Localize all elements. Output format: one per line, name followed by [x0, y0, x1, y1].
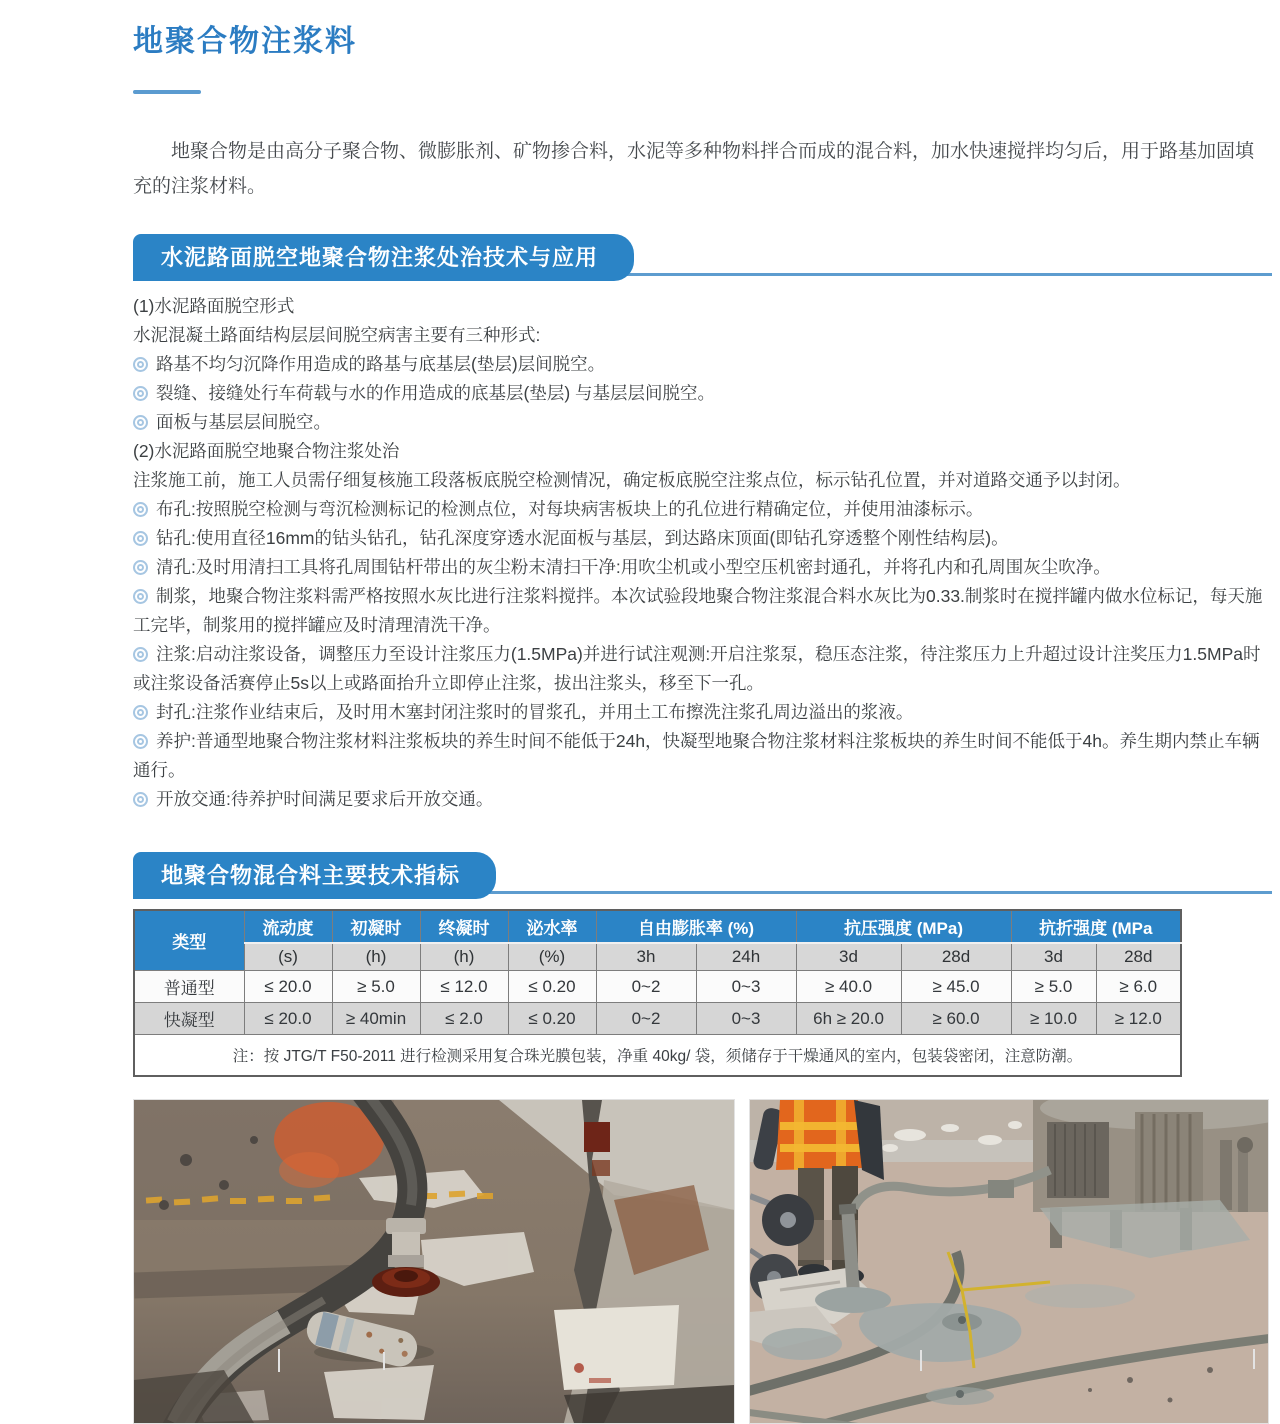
paragraph-text: 注浆:启动注浆设备，调整压力至设计注浆压力(1.5MPa)并进行试注观测:开启注浆泵，稳压态注浆，待注浆压力上升超过设计注奖压力1.5MPa时或注浆设备活赛停止5s以上或路面抬升立即停止注浆，拔出注浆头，移至下一孔。	[133, 644, 1261, 693]
table-cell: ≥ 6.0	[1096, 971, 1181, 1003]
paragraph-text: 养护:普通型地聚合物注浆材料注浆板块的养生时间不能低于24h，快凝型地聚合物注浆材料注浆板块的养生时间不能低于4h。养生期内禁止车辆通行。	[133, 731, 1260, 780]
table-subheader-row	[134, 943, 1181, 971]
paragraph-text: 裂缝、接缝处行车荷载与水的作用造成的底基层(垫层) 与基层层间脱空。	[156, 383, 716, 403]
document-page	[133, 0, 1272, 1424]
table-sub-header: (h)	[420, 943, 508, 971]
bullet-item	[133, 582, 1272, 640]
paragraph	[133, 437, 1272, 466]
table-cell: ≤ 2.0	[420, 1003, 508, 1035]
table-cell: ≥ 5.0	[332, 971, 420, 1003]
table-sub-header: 28d	[1096, 943, 1181, 971]
table-sub-header: (s)	[244, 943, 332, 971]
table-note: 注：按 JTG/T F50-2011 进行检测采用复合珠光膜包装，净重 40kg/ 袋，须储存于干燥通风的室内，包装袋密闭，注意防潮。	[134, 1035, 1181, 1077]
row-type-cell: 快凝型	[134, 1003, 244, 1035]
table-group-header: 自由膨胀率 (%)	[596, 910, 796, 943]
table-cell: ≥ 40.0	[796, 971, 901, 1003]
bullet-item	[133, 640, 1272, 698]
bullet-item	[133, 698, 1272, 727]
title-underline	[133, 90, 201, 94]
scan-artifact	[1253, 1349, 1255, 1369]
table-sub-header: 24h	[696, 943, 796, 971]
bullet-item	[133, 785, 1272, 814]
section1-content	[133, 292, 1272, 814]
table-cell: ≤ 0.20	[508, 1003, 596, 1035]
bullet-item	[133, 350, 1272, 379]
mixer-machine	[1033, 1099, 1269, 1258]
bullet-ring-icon	[133, 647, 148, 662]
table-group-header: 抗折强度 (MPa	[1011, 910, 1181, 943]
table-cell: 0~3	[696, 971, 796, 1003]
bullet-ring-icon	[133, 589, 148, 604]
table-cell: ≥ 60.0	[901, 1003, 1011, 1035]
bullet-item	[133, 524, 1272, 553]
bullet-ring-icon	[133, 792, 148, 807]
table-corner-header: 类型	[134, 910, 244, 971]
table-cell: 0~3	[696, 1003, 796, 1035]
table-sub-header: 3h	[596, 943, 696, 971]
bullet-ring-icon	[133, 531, 148, 546]
table-group-header: 流动度	[244, 910, 332, 943]
table-cell: ≤ 0.20	[508, 971, 596, 1003]
bullet-ring-icon	[133, 560, 148, 575]
table-group-header: 抗压强度 (MPa)	[796, 910, 1011, 943]
photo-grouting-worksite	[749, 1099, 1269, 1424]
scan-artifact	[920, 1350, 922, 1371]
paragraph	[133, 321, 1272, 350]
paragraph-text: 路基不均匀沉降作用造成的路基与底基层(垫层)层间脱空。	[156, 354, 606, 374]
table-sub-header: (h)	[332, 943, 420, 971]
table-row	[134, 1003, 1181, 1035]
paragraph-text: 面板与基层层间脱空。	[156, 412, 331, 432]
bullet-ring-icon	[133, 386, 148, 401]
photo-strip	[133, 1099, 1272, 1424]
section-header-row-2	[133, 852, 1272, 894]
table-note-row	[134, 1035, 1181, 1077]
bullet-item	[133, 379, 1272, 408]
paragraph-text: 制浆，地聚合物注浆料需严格按照水灰比进行注浆料搅拌。本次试验段地聚合物注浆混合料水灰比为0.33.制浆时在搅拌罐内做水位标记，每天施工完毕，制浆用的搅拌罐应及时清理清洗干净。	[133, 586, 1263, 635]
table-group-header: 初凝时	[332, 910, 420, 943]
paragraph-text: 水泥混凝土路面结构层层间脱空病害主要有三种形式:	[133, 325, 541, 345]
paragraph-text: (1)水泥路面脱空形式	[133, 296, 295, 316]
bullet-item	[133, 408, 1272, 437]
table-cell: ≥ 10.0	[1011, 1003, 1096, 1035]
bullet-item	[133, 495, 1272, 524]
table-group-header: 泌水率	[508, 910, 596, 943]
paragraph-text: 注浆施工前，施工人员需仔细复核施工段落板底脱空检测情况，确定板底脱空注浆点位，标示钻孔位置，并对道路交通予以封闭。	[133, 470, 1131, 490]
paragraph	[133, 466, 1272, 495]
bullet-ring-icon	[133, 502, 148, 517]
row-type-cell: 普通型	[134, 971, 244, 1003]
table-cell: ≤ 12.0	[420, 971, 508, 1003]
table-cell: ≥ 40min	[332, 1003, 420, 1035]
section-header-2: 地聚合物混合料主要技术指标	[133, 852, 496, 899]
table-cell: ≥ 5.0	[1011, 971, 1096, 1003]
table-cell: 0~2	[596, 971, 696, 1003]
table-sub-header: 3d	[796, 943, 901, 971]
table-cell: ≥ 45.0	[901, 971, 1011, 1003]
section-header-1: 水泥路面脱空地聚合物注浆处治技术与应用	[133, 234, 634, 281]
table-cell: 6h ≥ 20.0	[796, 1003, 901, 1035]
paragraph-text: 布孔:按照脱空检测与弯沉检测标记的检测点位，对每块病害板块上的孔位进行精确定位，并使用油漆标示。	[156, 499, 984, 519]
intro-paragraph: 地聚合物是由高分子聚合物、微膨胀剂、矿物掺合料，水泥等多种物料拌合而成的混合料，加水快速搅拌均匀后，用于路基加固填充的注浆材料。	[133, 141, 1255, 197]
table-row	[134, 971, 1181, 1003]
bullet-ring-icon	[133, 734, 148, 749]
table-cell: ≤ 20.0	[244, 971, 332, 1003]
table-sub-header: (%)	[508, 943, 596, 971]
paragraph-text: 封孔:注浆作业结束后，及时用木塞封闭注浆时的冒浆孔，并用土工布擦洗注浆孔周边溢出的浆液。	[156, 702, 914, 722]
bullet-ring-icon	[133, 415, 148, 430]
table-cell: 0~2	[596, 1003, 696, 1035]
page-title: 地聚合物注浆料	[133, 25, 357, 58]
table-sub-header: 3d	[1011, 943, 1096, 971]
scan-artifact	[383, 1352, 385, 1370]
paragraph-text: 开放交通:待养护时间满足要求后开放交通。	[156, 789, 494, 809]
bullet-ring-icon	[133, 705, 148, 720]
paragraph-text: 清孔:及时用清扫工具将孔周围钻杆带出的灰尘粉末清扫干净:用吹尘机或小型空压机密封通孔，并将孔内和孔周围灰尘吹净。	[156, 557, 1111, 577]
table-sub-header: 28d	[901, 943, 1011, 971]
table-cell: ≥ 12.0	[1096, 1003, 1181, 1035]
table-header-row	[134, 910, 1181, 943]
paragraph-text: 钻孔:使用直径16mm的钻头钻孔，钻孔深度穿透水泥面板与基层，到达路床顶面(即钻孔穿透整个刚性结构层)。	[156, 528, 1009, 548]
bullet-ring-icon	[133, 357, 148, 372]
paragraph-text: (2)水泥路面脱空地聚合物注浆处治	[133, 441, 400, 461]
section-header-row-1	[133, 234, 1272, 276]
spec-table	[133, 909, 1182, 1077]
photo-grout-injection-road	[133, 1099, 735, 1424]
table-cell: ≤ 20.0	[244, 1003, 332, 1035]
paragraph	[133, 292, 1272, 321]
table-group-header: 终凝时	[420, 910, 508, 943]
bullet-item	[133, 727, 1272, 785]
scan-artifact	[278, 1349, 280, 1372]
bullet-item	[133, 553, 1272, 582]
